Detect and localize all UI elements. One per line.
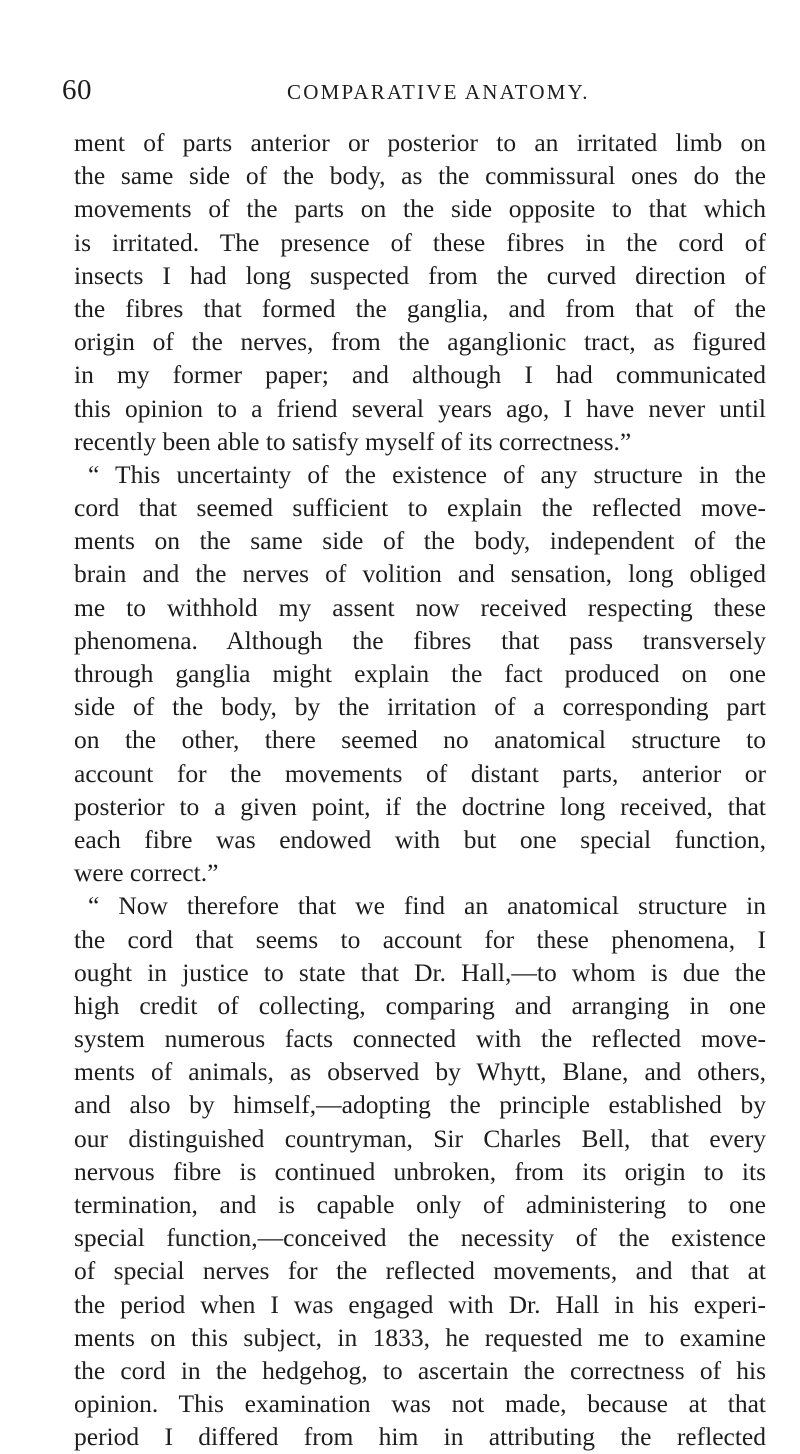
page-number: 60 (62, 74, 92, 106)
text-line: special function,—conceived the necessity of the existence (74, 1223, 766, 1253)
text-line: the fibres that formed the ganglia, and from that of the (74, 293, 766, 323)
text-line: ought in justice to state that Dr. Hall,—to whom is due the (74, 957, 766, 987)
text-line: recently been able to satisfy myself of its correctness.” (74, 426, 632, 456)
text-line: posterior to a given point, if the doctrine long received, that (74, 791, 766, 821)
text-line: insects I had long suspected from the curved direction of (74, 260, 766, 290)
text-line: brain and the nerves of volition and sensation, long obliged (74, 559, 766, 589)
text-line: this opinion to a friend several years ago, I have never until (74, 393, 766, 423)
text-line: high credit of collecting, comparing and arranging in one (74, 990, 766, 1020)
text-line: our distinguished countryman, Sir Charles Bell, that every (74, 1123, 766, 1153)
text-line: phenomena. Although the fibres that pass transversely (74, 625, 766, 655)
text-line: nervous fibre is continued unbroken, from its origin to its (74, 1156, 766, 1186)
text-line: the cord in the hedgehog, to ascertain the correctness of his (74, 1355, 766, 1385)
text-line: termination, and is capable only of administering to one (74, 1190, 766, 1219)
text-line: movements of the parts on the side opposite to that which (74, 194, 766, 224)
text-line: side of the body, by the irritation of a corresponding part (74, 692, 766, 722)
text-line: in my former paper; and although I had communicated (74, 360, 766, 390)
text-line: period I differed from him in attributing the reflected (74, 1422, 766, 1452)
text-line: account for the movements of distant parts, anterior or (74, 758, 766, 788)
text-line: the period when I was engaged with Dr. Hall in his experi- (74, 1289, 766, 1319)
text-line: “ Now therefore that we find an anatomical structure in (88, 891, 766, 921)
text-line: opinion. This examination was not made, because at that (74, 1389, 766, 1419)
text-line: “ This uncertainty of the existence of any structure in the (88, 459, 766, 489)
text-line: the cord that seems to account for these phenomena, I (74, 924, 766, 954)
text-line: and also by himself,—adopting the principle established by (74, 1090, 766, 1120)
text-line: ments of animals, as observed by Whytt, Blane, and others, (74, 1057, 766, 1087)
text-line: ments on this subject, in 1833, he requested me to examine (74, 1322, 766, 1352)
text-line: origin of the nerves, from the aganglionic tract, as figured (74, 327, 766, 357)
page-header (62, 74, 762, 114)
text-line: ment of parts anterior or posterior to an irritated limb on (74, 128, 766, 157)
text-line: the same side of the body, as the commissural ones do the (74, 161, 766, 191)
text-line: system numerous facts connected with the reflected move- (74, 1024, 766, 1054)
text-line: cord that seemed sufficient to explain the reflected move- (74, 493, 766, 523)
text-line: of special nerves for the reflected movements, and that at (74, 1256, 766, 1286)
text-line: on the other, there seemed no anatomical structure to (74, 725, 766, 755)
text-line: were correct.” (74, 858, 219, 888)
running-head: COMPARATIVE ANATOMY. (287, 80, 590, 104)
text-line: each fibre was endowed with but one special function, (74, 824, 766, 854)
text-line: ments on the same side of the body, independent of the (74, 526, 766, 556)
text-line: is irritated. The presence of these fibres in the cord of (74, 227, 766, 257)
text-line: me to withhold my assent now received respecting these (74, 592, 766, 622)
text-line: through ganglia might explain the fact produced on one (74, 659, 766, 688)
body-text (74, 126, 766, 1454)
